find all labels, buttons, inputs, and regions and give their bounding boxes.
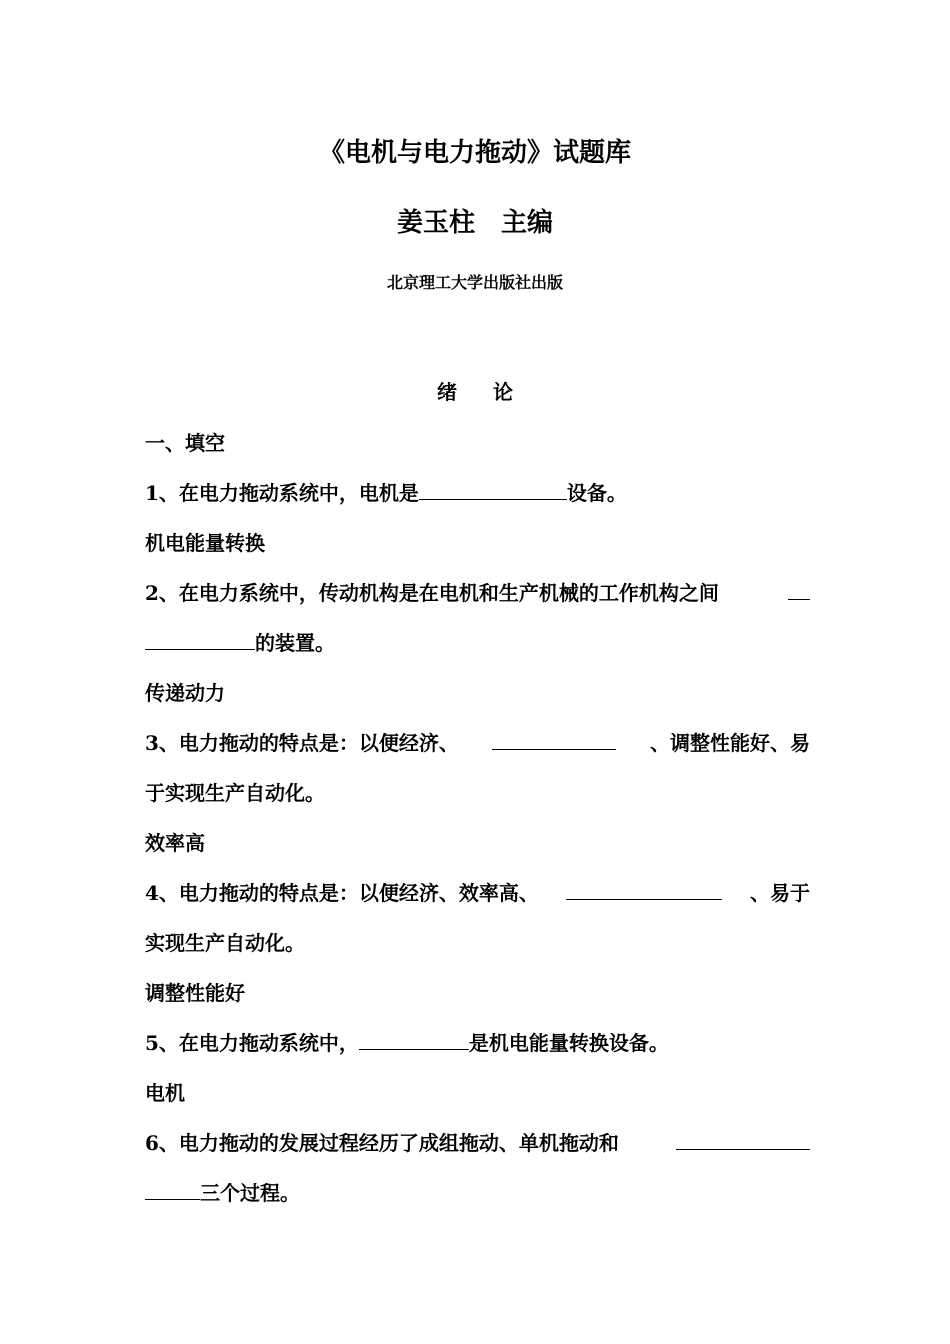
question-3-blank bbox=[492, 731, 616, 750]
question-4-line-1 bbox=[145, 868, 810, 918]
editor-role: 主编 bbox=[501, 208, 554, 238]
question-3-text-after: 、调整性能好、易 bbox=[649, 731, 810, 755]
answer-2: 传递动力 bbox=[145, 681, 225, 705]
question-6-line-2 bbox=[145, 1168, 810, 1218]
editor-name: 姜玉柱 bbox=[396, 208, 475, 238]
section-char-1: 绪 bbox=[437, 380, 457, 404]
question-6-line-1 bbox=[145, 1118, 810, 1168]
document-title: 《电机与电力拖动》试题库 bbox=[318, 138, 631, 168]
question-2-text: 2、在电力系统中，传动机构是在电机和生产机械的工作机构之间 bbox=[145, 581, 719, 605]
question-4-blank bbox=[566, 881, 722, 900]
question-1-text-after: 设备。 bbox=[566, 481, 627, 505]
question-1 bbox=[145, 468, 810, 518]
question-2-line-1 bbox=[145, 568, 810, 618]
question-3-line-2: 于实现生产自动化。 bbox=[145, 781, 325, 805]
question-5 bbox=[145, 1018, 810, 1068]
answer-4: 调整性能好 bbox=[145, 981, 245, 1005]
part-heading: 一、填空 bbox=[145, 431, 225, 455]
question-5-blank bbox=[359, 1031, 469, 1050]
question-5-text-before: 5、在电力拖动系统中， bbox=[145, 1031, 359, 1055]
question-1-blank bbox=[419, 481, 567, 500]
answer-1: 机电能量转换 bbox=[145, 531, 265, 555]
question-5-text-after: 是机电能量转换设备。 bbox=[468, 1031, 669, 1055]
answer-3: 效率高 bbox=[145, 831, 205, 855]
question-4-line-2: 实现生产自动化。 bbox=[145, 931, 305, 955]
section-heading bbox=[0, 377, 950, 407]
publisher-line: 北京理工大学出版社出版 bbox=[386, 273, 563, 292]
question-3-line-1 bbox=[145, 718, 810, 768]
question-6-blank-start bbox=[676, 1131, 810, 1150]
question-3-text-before: 3、电力拖动的特点是：以便经济、 bbox=[145, 731, 459, 755]
question-2-blank-end bbox=[145, 631, 255, 650]
section-char-2: 论 bbox=[493, 380, 513, 404]
editor-line bbox=[0, 205, 950, 241]
question-2-text-after: 的装置。 bbox=[255, 631, 335, 655]
question-6-text-after: 三个过程。 bbox=[200, 1181, 300, 1205]
question-body bbox=[145, 418, 810, 1218]
question-4-text-after: 、易于 bbox=[749, 881, 810, 905]
question-1-text-before: 1、在电力拖动系统中，电机是 bbox=[145, 481, 419, 505]
question-6-blank-end bbox=[145, 1181, 200, 1200]
question-2-blank-start bbox=[788, 581, 810, 600]
question-4-text-before: 4、电力拖动的特点是：以便经济、效率高、 bbox=[145, 881, 539, 905]
question-2-line-2 bbox=[145, 618, 810, 668]
question-6-text: 6、电力拖动的发展过程经历了成组拖动、单机拖动和 bbox=[145, 1131, 619, 1155]
answer-5: 电机 bbox=[145, 1081, 185, 1105]
